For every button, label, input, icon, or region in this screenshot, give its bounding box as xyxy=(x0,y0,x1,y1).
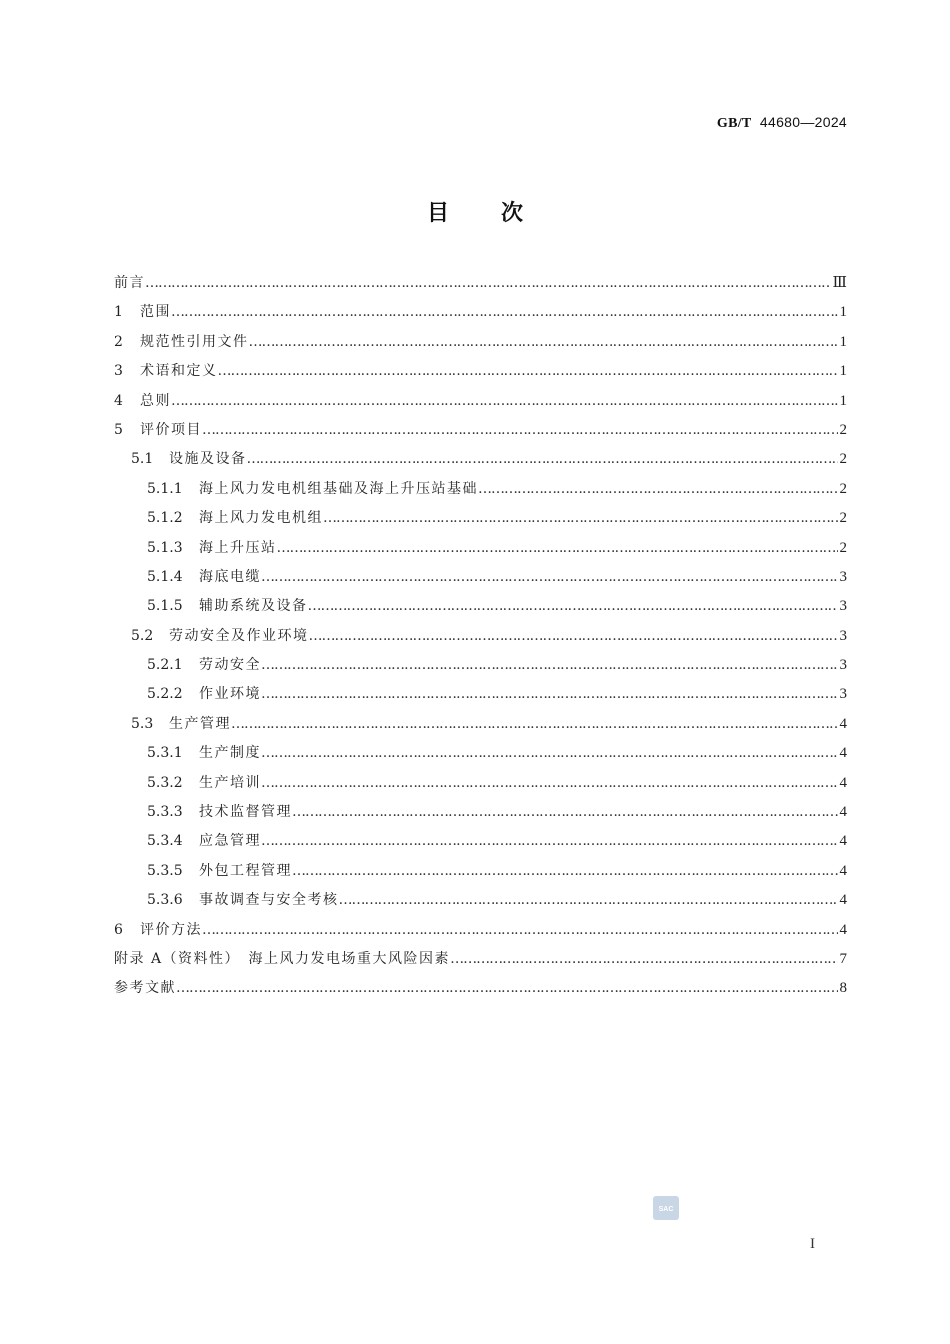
toc-entry-number: 5.1.3 xyxy=(147,539,183,556)
toc-entry-page: 1 xyxy=(839,392,847,409)
toc-dot-leader xyxy=(261,827,838,856)
toc-entry-number: 5.3.4 xyxy=(147,833,183,850)
toc-entry[interactable] xyxy=(114,298,847,327)
toc-entry[interactable] xyxy=(114,387,847,416)
toc-entry-page: 8 xyxy=(839,980,847,997)
toc-entry[interactable] xyxy=(114,739,847,768)
toc-entry[interactable] xyxy=(114,416,847,445)
toc-entry-page: 2 xyxy=(839,421,847,438)
toc-entry-label: 辅助系统及设备 xyxy=(199,598,308,615)
toc-entry[interactable] xyxy=(114,945,847,974)
toc-entry-label: 生产培训 xyxy=(199,774,261,791)
toc-entry-number: 5.1 xyxy=(131,451,154,468)
toc-entry-number: 2 xyxy=(114,333,123,350)
table-of-contents xyxy=(114,269,847,1004)
toc-entry-page: 3 xyxy=(839,627,847,644)
toc-entry-number: 5.3.1 xyxy=(147,745,183,762)
toc-entry-number: 5.3 xyxy=(131,715,154,732)
toc-entry[interactable] xyxy=(114,886,847,915)
toc-entry-label: 海上风力发电机组 xyxy=(199,510,323,527)
toc-entry-number: 5.1.5 xyxy=(147,598,183,615)
toc-entry[interactable] xyxy=(114,534,847,563)
toc-entry-page: 4 xyxy=(839,921,847,938)
toc-entry-page: 3 xyxy=(839,686,847,703)
toc-entry-label: 海上风力发电机组基础及海上升压站基础 xyxy=(199,480,478,497)
toc-entry[interactable] xyxy=(114,269,847,298)
toc-dot-leader xyxy=(309,622,838,651)
toc-entry-label: 技术监督管理 xyxy=(199,804,292,821)
toc-entry-number: 4 xyxy=(114,392,123,409)
toc-entry[interactable] xyxy=(114,916,847,945)
toc-entry-label: 规范性引用文件 xyxy=(140,333,249,350)
toc-dot-leader xyxy=(171,387,838,416)
toc-entry[interactable] xyxy=(114,710,847,739)
toc-dot-leader xyxy=(261,769,838,798)
toc-dot-leader xyxy=(231,710,838,739)
toc-dot-leader xyxy=(261,739,838,768)
toc-entry-label: 附录 A（资料性） 海上风力发电场重大风险因素 xyxy=(114,950,451,967)
toc-entry-page: 4 xyxy=(839,774,847,791)
toc-entry-page: 4 xyxy=(839,833,847,850)
toc-dot-leader xyxy=(323,504,838,533)
standard-code xyxy=(717,114,847,132)
standard-prefix: GB/T xyxy=(716,116,752,131)
toc-entry-number: 5.3.3 xyxy=(147,804,183,821)
toc-entry[interactable] xyxy=(114,798,847,827)
toc-entry-page: 4 xyxy=(839,745,847,762)
toc-entry[interactable] xyxy=(114,680,847,709)
toc-dot-leader xyxy=(261,680,838,709)
toc-heading xyxy=(0,196,950,227)
toc-entry-label: 海上升压站 xyxy=(199,539,277,556)
toc-entry-number: 3 xyxy=(114,363,123,380)
toc-entry-label: 参考文献 xyxy=(114,980,176,997)
toc-dot-leader xyxy=(249,328,838,357)
toc-entry-number: 5.2.1 xyxy=(147,657,183,674)
toc-entry-page: 2 xyxy=(839,510,847,527)
toc-entry-number: 5.3.6 xyxy=(147,892,183,909)
toc-entry[interactable] xyxy=(114,769,847,798)
toc-entry[interactable] xyxy=(114,622,847,651)
toc-heading-char-1: 目 xyxy=(426,201,449,226)
toc-entry-number: 1 xyxy=(114,304,123,321)
toc-entry-label: 前言 xyxy=(114,274,145,291)
sac-logo-text: SAC xyxy=(658,1206,674,1213)
toc-entry-label: 劳动安全 xyxy=(199,657,261,674)
toc-entry-label: 设施及设备 xyxy=(169,451,247,468)
toc-entry-label: 外包工程管理 xyxy=(199,862,292,879)
toc-entry-number: 5.1.2 xyxy=(147,510,183,527)
toc-entry-number: 5.3.5 xyxy=(147,862,183,879)
toc-entry-page: 7 xyxy=(839,950,847,967)
toc-entry-page: 3 xyxy=(839,568,847,585)
toc-entry-label: 海底电缆 xyxy=(199,568,261,585)
toc-entry-page: 2 xyxy=(839,451,847,468)
toc-entry[interactable] xyxy=(114,857,847,886)
toc-entry-number: 5.1.4 xyxy=(147,568,183,585)
toc-entry-number: 5.2 xyxy=(131,627,154,644)
toc-dot-leader xyxy=(247,445,838,474)
toc-entry-page: 4 xyxy=(839,862,847,879)
toc-entry-label: 总则 xyxy=(140,392,171,409)
toc-dot-leader xyxy=(218,357,838,386)
standard-number: 44680—2024 xyxy=(759,114,847,130)
toc-entry[interactable] xyxy=(114,445,847,474)
toc-entry-number: 5.1.1 xyxy=(147,480,183,497)
toc-entry-label: 生产管理 xyxy=(169,715,231,732)
toc-entry[interactable] xyxy=(114,974,847,1003)
toc-entry[interactable] xyxy=(114,563,847,592)
toc-entry-page: 1 xyxy=(839,333,847,350)
toc-dot-leader xyxy=(277,534,838,563)
toc-dot-leader xyxy=(478,475,838,504)
toc-entry-page: 4 xyxy=(839,715,847,732)
toc-heading-char-2: 次 xyxy=(501,201,524,226)
toc-dot-leader xyxy=(339,886,838,915)
toc-entry-label: 劳动安全及作业环境 xyxy=(169,627,309,644)
toc-dot-leader xyxy=(171,298,838,327)
toc-dot-leader xyxy=(176,974,838,1003)
toc-dot-leader xyxy=(292,798,838,827)
toc-dot-leader xyxy=(145,269,831,298)
toc-entry[interactable] xyxy=(114,651,847,680)
toc-entry-label: 生产制度 xyxy=(199,745,261,762)
toc-entry-page: 2 xyxy=(839,539,847,556)
toc-entry[interactable] xyxy=(114,357,847,386)
toc-entry-page: 1 xyxy=(839,363,847,380)
toc-entry-number: 6 xyxy=(114,921,123,938)
toc-entry[interactable] xyxy=(114,827,847,856)
toc-entry-label: 事故调查与安全考核 xyxy=(199,892,339,909)
toc-entry[interactable] xyxy=(114,592,847,621)
toc-entry-label: 评价项目 xyxy=(140,421,202,438)
toc-dot-leader xyxy=(202,416,838,445)
page-number: I xyxy=(810,1236,815,1252)
toc-entry-page: 3 xyxy=(839,657,847,674)
toc-entry-label: 术语和定义 xyxy=(140,363,218,380)
toc-entry-page: 1 xyxy=(839,304,847,321)
toc-entry-page: 2 xyxy=(839,480,847,497)
toc-entry-page: 4 xyxy=(839,892,847,909)
sac-logo xyxy=(653,1196,679,1220)
toc-dot-leader xyxy=(308,592,838,621)
toc-dot-leader xyxy=(261,563,838,592)
toc-dot-leader xyxy=(202,916,838,945)
toc-entry[interactable] xyxy=(114,475,847,504)
toc-entry-number: 5.3.2 xyxy=(147,774,183,791)
toc-entry-label: 范围 xyxy=(140,304,171,321)
toc-entry-page: 4 xyxy=(839,804,847,821)
toc-entry-number: 5 xyxy=(114,421,123,438)
toc-entry-number: 5.2.2 xyxy=(147,686,183,703)
toc-entry-label: 作业环境 xyxy=(199,686,261,703)
toc-dot-leader xyxy=(292,857,838,886)
toc-dot-leader xyxy=(450,945,837,974)
toc-entry-page: Ⅲ xyxy=(832,274,847,291)
toc-entry-label: 评价方法 xyxy=(140,921,202,938)
toc-entry[interactable] xyxy=(114,328,847,357)
toc-dot-leader xyxy=(261,651,838,680)
toc-entry-page: 3 xyxy=(839,598,847,615)
toc-entry-label: 应急管理 xyxy=(199,833,261,850)
toc-entry[interactable] xyxy=(114,504,847,533)
